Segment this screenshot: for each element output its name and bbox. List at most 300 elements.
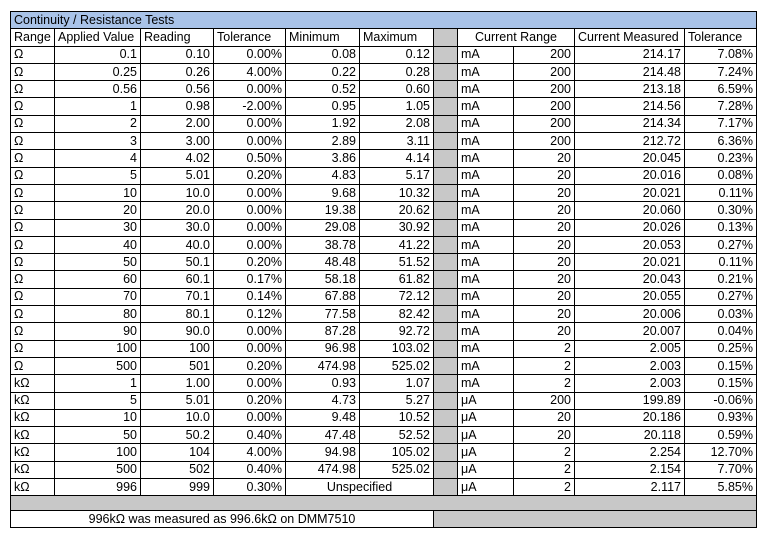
cell-reading: 2.00: [141, 115, 214, 132]
cell-current-measured: 20.021: [575, 254, 685, 271]
cell-tolerance: 0.00%: [214, 340, 286, 357]
cell-current-unit: mA: [458, 219, 514, 236]
cell-current-measured: 214.48: [575, 63, 685, 80]
cell-minimum: 2.89: [286, 133, 360, 150]
spacer-row: [11, 496, 757, 511]
cell-range: kΩ: [11, 461, 55, 478]
cell-tolerance: 0.40%: [214, 461, 286, 478]
cell-maximum: 105.02: [360, 444, 434, 461]
cell-current-measured: 2.254: [575, 444, 685, 461]
cell-range: Ω: [11, 202, 55, 219]
table-row: [11, 357, 757, 374]
cell-range: kΩ: [11, 409, 55, 426]
cell-current-range: 20: [514, 427, 575, 444]
cell-current-range: 20: [514, 409, 575, 426]
cell-current-range: 200: [514, 133, 575, 150]
cell-current-unit: mA: [458, 115, 514, 132]
cell-reading: 60.1: [141, 271, 214, 288]
cell-tolerance: 0.50%: [214, 150, 286, 167]
cell-current-range: 2: [514, 340, 575, 357]
cell-maximum: 72.12: [360, 288, 434, 305]
gap-cell: [434, 46, 458, 63]
cell-current-unit: mA: [458, 98, 514, 115]
table-row: [11, 444, 757, 461]
cell-minimum: 96.98: [286, 340, 360, 357]
cell-maximum: 20.62: [360, 202, 434, 219]
gap-cell: [434, 271, 458, 288]
cell-applied-value: 996: [55, 479, 141, 496]
cell-current-unit: μA: [458, 479, 514, 496]
table-row: [11, 202, 757, 219]
cell-current-tolerance: 0.13%: [685, 219, 757, 236]
cell-range: Ω: [11, 167, 55, 184]
header-current-measured: Current Measured: [575, 29, 685, 46]
cell-tolerance: 0.00%: [214, 323, 286, 340]
header-tolerance: Tolerance: [214, 29, 286, 46]
cell-current-range: 200: [514, 115, 575, 132]
gap-cell: [434, 184, 458, 201]
cell-tolerance: -2.00%: [214, 98, 286, 115]
cell-range: Ω: [11, 288, 55, 305]
table-row: [11, 375, 757, 392]
cell-range: kΩ: [11, 427, 55, 444]
table-row: [11, 133, 757, 150]
gap-cell: [434, 392, 458, 409]
cell-tolerance: 0.00%: [214, 81, 286, 98]
cell-tolerance: 0.20%: [214, 392, 286, 409]
cell-tolerance: 0.20%: [214, 357, 286, 374]
cell-tolerance: 0.40%: [214, 427, 286, 444]
gap-cell: [434, 427, 458, 444]
cell-minimum: 0.95: [286, 98, 360, 115]
header-range: Range: [11, 29, 55, 46]
gap-cell: [434, 63, 458, 80]
cell-applied-value: 1: [55, 375, 141, 392]
cell-minimum: 9.48: [286, 409, 360, 426]
header-applied-value: Applied Value: [55, 29, 141, 46]
cell-tolerance: 0.20%: [214, 254, 286, 271]
cell-current-unit: μA: [458, 427, 514, 444]
cell-reading: 100: [141, 340, 214, 357]
gap-cell: [434, 115, 458, 132]
cell-current-range: 200: [514, 63, 575, 80]
cell-min-max-unspecified: Unspecified: [286, 479, 434, 496]
cell-tolerance: 0.14%: [214, 288, 286, 305]
cell-applied-value: 5: [55, 167, 141, 184]
cell-maximum: 92.72: [360, 323, 434, 340]
cell-maximum: 0.12: [360, 46, 434, 63]
cell-maximum: 41.22: [360, 236, 434, 253]
cell-current-tolerance: 6.36%: [685, 133, 757, 150]
table-row: [11, 115, 757, 132]
cell-minimum: 4.73: [286, 392, 360, 409]
cell-applied-value: 10: [55, 409, 141, 426]
table-row: [11, 236, 757, 253]
cell-minimum: 0.08: [286, 46, 360, 63]
cell-current-range: 200: [514, 98, 575, 115]
cell-current-tolerance: 12.70%: [685, 444, 757, 461]
cell-current-unit: mA: [458, 150, 514, 167]
cell-minimum: 47.48: [286, 427, 360, 444]
cell-maximum: 82.42: [360, 306, 434, 323]
cell-current-unit: mA: [458, 167, 514, 184]
cell-maximum: 103.02: [360, 340, 434, 357]
cell-range: Ω: [11, 150, 55, 167]
cell-reading: 40.0: [141, 236, 214, 253]
cell-current-tolerance: -0.06%: [685, 392, 757, 409]
cell-reading: 50.1: [141, 254, 214, 271]
table-row: [11, 427, 757, 444]
cell-tolerance: 0.00%: [214, 409, 286, 426]
table-row: [11, 461, 757, 478]
footnote-row: [11, 511, 757, 528]
cell-maximum: 51.52: [360, 254, 434, 271]
cell-current-measured: 214.56: [575, 98, 685, 115]
cell-tolerance: 0.00%: [214, 375, 286, 392]
cell-applied-value: 0.25: [55, 63, 141, 80]
cell-reading: 70.1: [141, 288, 214, 305]
cell-range: Ω: [11, 323, 55, 340]
cell-tolerance: 0.00%: [214, 133, 286, 150]
cell-reading: 3.00: [141, 133, 214, 150]
cell-minimum: 0.52: [286, 81, 360, 98]
footnote-grey-cell: [434, 511, 757, 528]
cell-current-measured: 20.055: [575, 288, 685, 305]
cell-current-measured: 2.003: [575, 357, 685, 374]
cell-applied-value: 70: [55, 288, 141, 305]
cell-applied-value: 500: [55, 461, 141, 478]
header-minimum: Minimum: [286, 29, 360, 46]
cell-range: Ω: [11, 219, 55, 236]
table-title: Continuity / Resistance Tests: [11, 12, 757, 29]
cell-current-tolerance: 0.59%: [685, 427, 757, 444]
cell-applied-value: 10: [55, 184, 141, 201]
cell-current-range: 2: [514, 479, 575, 496]
gap-cell: [434, 236, 458, 253]
cell-current-range: 20: [514, 254, 575, 271]
cell-current-unit: mA: [458, 63, 514, 80]
cell-maximum: 5.17: [360, 167, 434, 184]
cell-minimum: 1.92: [286, 115, 360, 132]
cell-current-range: 2: [514, 357, 575, 374]
cell-current-tolerance: 0.21%: [685, 271, 757, 288]
cell-range: Ω: [11, 306, 55, 323]
cell-range: kΩ: [11, 444, 55, 461]
cell-current-tolerance: 0.23%: [685, 150, 757, 167]
cell-reading: 4.02: [141, 150, 214, 167]
header-current-range: Current Range: [458, 29, 575, 46]
table-row: [11, 306, 757, 323]
cell-applied-value: 20: [55, 202, 141, 219]
table-row: [11, 409, 757, 426]
cell-current-measured: 214.34: [575, 115, 685, 132]
resistance-test-sheet: [10, 11, 757, 528]
cell-applied-value: 4: [55, 150, 141, 167]
cell-current-range: 20: [514, 219, 575, 236]
cell-maximum: 52.52: [360, 427, 434, 444]
gap-cell: [434, 133, 458, 150]
cell-maximum: 2.08: [360, 115, 434, 132]
cell-range: Ω: [11, 254, 55, 271]
cell-maximum: 4.14: [360, 150, 434, 167]
cell-current-range: 20: [514, 236, 575, 253]
cell-current-tolerance: 7.08%: [685, 46, 757, 63]
cell-current-range: 20: [514, 150, 575, 167]
cell-current-range: 20: [514, 184, 575, 201]
cell-reading: 10.0: [141, 184, 214, 201]
cell-reading: 5.01: [141, 167, 214, 184]
cell-current-range: 20: [514, 306, 575, 323]
cell-reading: 30.0: [141, 219, 214, 236]
cell-reading: 0.26: [141, 63, 214, 80]
cell-maximum: 10.52: [360, 409, 434, 426]
cell-current-unit: μA: [458, 461, 514, 478]
cell-reading: 0.10: [141, 46, 214, 63]
cell-current-measured: 20.016: [575, 167, 685, 184]
gap-cell: [434, 167, 458, 184]
cell-minimum: 67.88: [286, 288, 360, 305]
cell-maximum: 5.27: [360, 392, 434, 409]
cell-current-tolerance: 0.08%: [685, 167, 757, 184]
cell-reading: 5.01: [141, 392, 214, 409]
cell-minimum: 0.93: [286, 375, 360, 392]
resistance-table: [10, 11, 757, 528]
cell-maximum: 10.32: [360, 184, 434, 201]
gap-cell: [434, 461, 458, 478]
cell-maximum: 525.02: [360, 357, 434, 374]
cell-tolerance: 0.00%: [214, 236, 286, 253]
cell-current-tolerance: 0.04%: [685, 323, 757, 340]
gap-cell: [434, 357, 458, 374]
gap-cell: [434, 340, 458, 357]
cell-minimum: 38.78: [286, 236, 360, 253]
cell-current-measured: 20.186: [575, 409, 685, 426]
cell-range: Ω: [11, 271, 55, 288]
cell-maximum: 0.28: [360, 63, 434, 80]
cell-current-range: 20: [514, 167, 575, 184]
gap-cell: [434, 375, 458, 392]
cell-current-tolerance: 0.27%: [685, 236, 757, 253]
cell-current-tolerance: 7.17%: [685, 115, 757, 132]
footnote: 996kΩ was measured as 996.6kΩ on DMM7510: [11, 511, 434, 528]
cell-range: Ω: [11, 115, 55, 132]
cell-minimum: 0.22: [286, 63, 360, 80]
cell-current-unit: mA: [458, 357, 514, 374]
gap-cell: [434, 202, 458, 219]
cell-current-measured: 2.117: [575, 479, 685, 496]
cell-current-tolerance: 6.59%: [685, 81, 757, 98]
cell-current-measured: 20.043: [575, 271, 685, 288]
cell-current-tolerance: 0.27%: [685, 288, 757, 305]
cell-applied-value: 5: [55, 392, 141, 409]
cell-reading: 20.0: [141, 202, 214, 219]
cell-current-measured: 20.053: [575, 236, 685, 253]
cell-current-tolerance: 7.28%: [685, 98, 757, 115]
cell-tolerance: 0.30%: [214, 479, 286, 496]
cell-current-unit: μA: [458, 409, 514, 426]
gap-cell: [434, 479, 458, 496]
gap-cell: [434, 323, 458, 340]
cell-maximum: 525.02: [360, 461, 434, 478]
cell-minimum: 9.68: [286, 184, 360, 201]
cell-current-unit: mA: [458, 202, 514, 219]
table-row: [11, 63, 757, 80]
table-row: [11, 479, 757, 496]
gap-cell: [434, 254, 458, 271]
cell-maximum: 30.92: [360, 219, 434, 236]
cell-current-tolerance: 0.93%: [685, 409, 757, 426]
cell-applied-value: 50: [55, 427, 141, 444]
cell-tolerance: 4.00%: [214, 63, 286, 80]
cell-minimum: 87.28: [286, 323, 360, 340]
cell-current-measured: 20.021: [575, 184, 685, 201]
cell-current-unit: mA: [458, 271, 514, 288]
cell-range: Ω: [11, 184, 55, 201]
cell-reading: 0.56: [141, 81, 214, 98]
cell-current-unit: μA: [458, 444, 514, 461]
cell-minimum: 19.38: [286, 202, 360, 219]
cell-maximum: 3.11: [360, 133, 434, 150]
cell-minimum: 4.83: [286, 167, 360, 184]
cell-current-measured: 20.006: [575, 306, 685, 323]
table-row: [11, 98, 757, 115]
table-row: [11, 184, 757, 201]
cell-current-range: 2: [514, 461, 575, 478]
title-row: [11, 12, 757, 29]
cell-current-measured: 2.003: [575, 375, 685, 392]
table-body: [11, 46, 757, 496]
gap-cell: [434, 219, 458, 236]
cell-range: kΩ: [11, 392, 55, 409]
table-row: [11, 340, 757, 357]
table-row: [11, 167, 757, 184]
cell-current-unit: mA: [458, 323, 514, 340]
cell-tolerance: 0.00%: [214, 219, 286, 236]
cell-current-measured: 20.060: [575, 202, 685, 219]
cell-reading: 0.98: [141, 98, 214, 115]
cell-minimum: 48.48: [286, 254, 360, 271]
cell-applied-value: 500: [55, 357, 141, 374]
cell-current-measured: 214.17: [575, 46, 685, 63]
cell-minimum: 58.18: [286, 271, 360, 288]
header-maximum: Maximum: [360, 29, 434, 46]
cell-range: Ω: [11, 236, 55, 253]
cell-applied-value: 40: [55, 236, 141, 253]
cell-range: Ω: [11, 340, 55, 357]
table-row: [11, 323, 757, 340]
cell-current-measured: 20.007: [575, 323, 685, 340]
cell-range: kΩ: [11, 479, 55, 496]
cell-minimum: 77.58: [286, 306, 360, 323]
cell-reading: 104: [141, 444, 214, 461]
cell-current-measured: 20.118: [575, 427, 685, 444]
table-row: [11, 150, 757, 167]
cell-current-unit: mA: [458, 288, 514, 305]
cell-reading: 50.2: [141, 427, 214, 444]
cell-reading: 90.0: [141, 323, 214, 340]
cell-reading: 502: [141, 461, 214, 478]
cell-minimum: 474.98: [286, 461, 360, 478]
gap-cell: [434, 409, 458, 426]
gap-cell: [434, 29, 458, 46]
cell-current-tolerance: 0.25%: [685, 340, 757, 357]
cell-maximum: 61.82: [360, 271, 434, 288]
cell-current-tolerance: 0.03%: [685, 306, 757, 323]
cell-current-measured: 20.026: [575, 219, 685, 236]
cell-reading: 501: [141, 357, 214, 374]
cell-reading: 80.1: [141, 306, 214, 323]
cell-maximum: 0.60: [360, 81, 434, 98]
cell-current-tolerance: 5.85%: [685, 479, 757, 496]
gap-cell: [434, 98, 458, 115]
cell-current-measured: 199.89: [575, 392, 685, 409]
cell-current-measured: 20.045: [575, 150, 685, 167]
cell-range: Ω: [11, 357, 55, 374]
cell-current-measured: 2.005: [575, 340, 685, 357]
header-reading: Reading: [141, 29, 214, 46]
cell-reading: 10.0: [141, 409, 214, 426]
table-row: [11, 219, 757, 236]
cell-applied-value: 0.56: [55, 81, 141, 98]
cell-current-unit: mA: [458, 306, 514, 323]
cell-tolerance: 0.12%: [214, 306, 286, 323]
header-current-tolerance: Tolerance: [685, 29, 757, 46]
cell-applied-value: 3: [55, 133, 141, 150]
cell-current-measured: 213.18: [575, 81, 685, 98]
cell-current-unit: mA: [458, 236, 514, 253]
cell-current-tolerance: 7.24%: [685, 63, 757, 80]
cell-current-unit: mA: [458, 340, 514, 357]
cell-minimum: 474.98: [286, 357, 360, 374]
cell-range: Ω: [11, 63, 55, 80]
cell-range: Ω: [11, 81, 55, 98]
table-row: [11, 288, 757, 305]
cell-applied-value: 0.1: [55, 46, 141, 63]
cell-maximum: 1.07: [360, 375, 434, 392]
cell-applied-value: 1: [55, 98, 141, 115]
cell-range: Ω: [11, 46, 55, 63]
cell-current-unit: mA: [458, 133, 514, 150]
cell-range: kΩ: [11, 375, 55, 392]
cell-tolerance: 0.00%: [214, 115, 286, 132]
cell-applied-value: 100: [55, 340, 141, 357]
cell-current-unit: mA: [458, 375, 514, 392]
cell-range: Ω: [11, 98, 55, 115]
cell-reading: 1.00: [141, 375, 214, 392]
cell-minimum: 29.08: [286, 219, 360, 236]
table-row: [11, 81, 757, 98]
cell-current-tolerance: 0.11%: [685, 184, 757, 201]
cell-tolerance: 0.00%: [214, 184, 286, 201]
cell-applied-value: 60: [55, 271, 141, 288]
cell-current-range: 20: [514, 323, 575, 340]
cell-current-unit: mA: [458, 81, 514, 98]
cell-tolerance: 4.00%: [214, 444, 286, 461]
cell-maximum: 1.05: [360, 98, 434, 115]
cell-applied-value: 2: [55, 115, 141, 132]
cell-current-measured: 2.154: [575, 461, 685, 478]
cell-current-range: 2: [514, 375, 575, 392]
cell-tolerance: 0.17%: [214, 271, 286, 288]
cell-applied-value: 100: [55, 444, 141, 461]
cell-tolerance: 0.00%: [214, 46, 286, 63]
header-row: [11, 29, 757, 46]
cell-current-range: 200: [514, 392, 575, 409]
cell-range: Ω: [11, 133, 55, 150]
cell-current-measured: 212.72: [575, 133, 685, 150]
table-row: [11, 46, 757, 63]
cell-tolerance: 0.00%: [214, 202, 286, 219]
